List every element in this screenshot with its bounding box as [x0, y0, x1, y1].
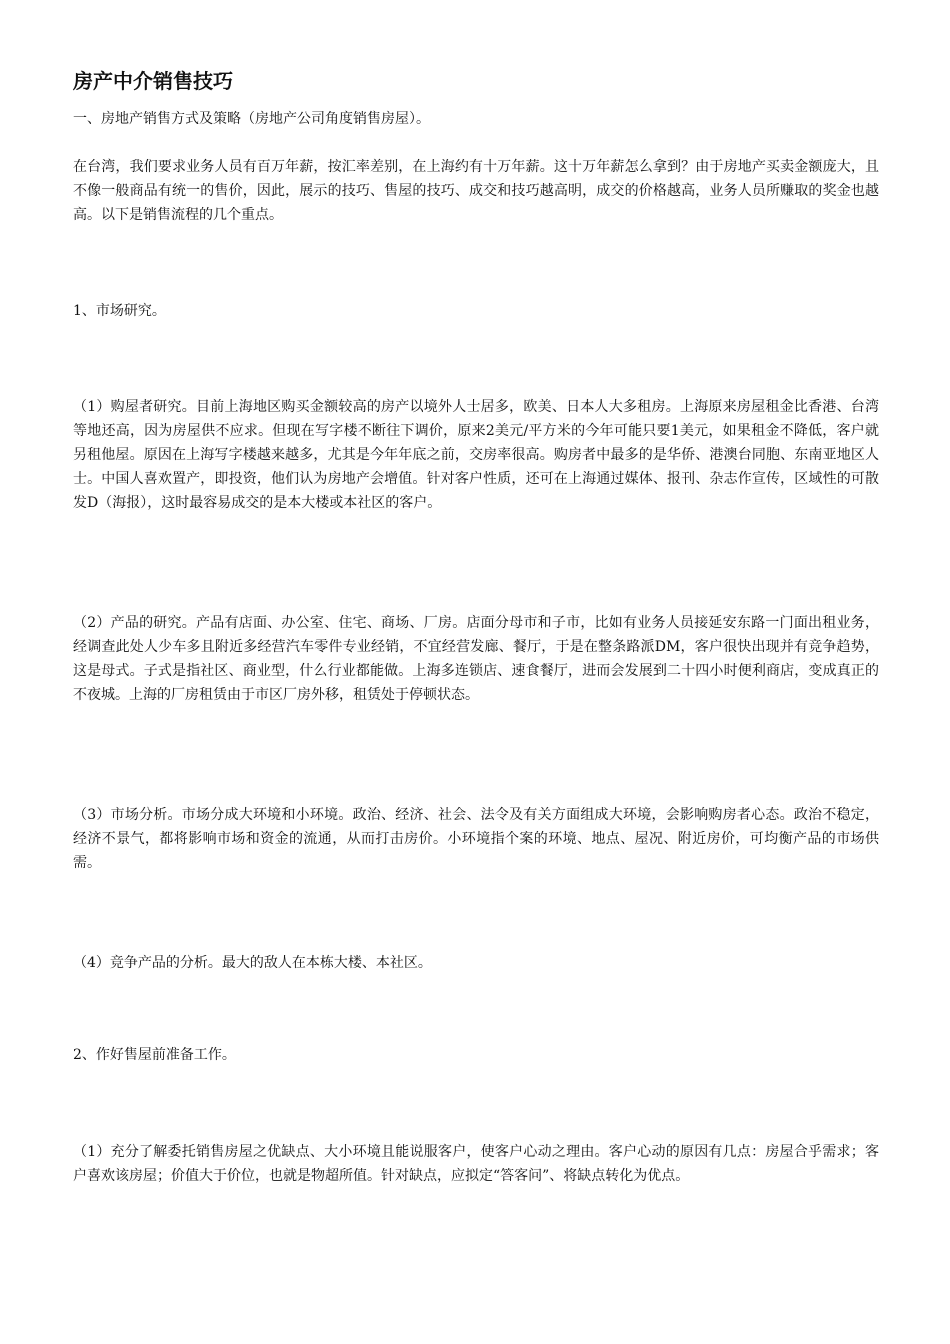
paragraph-market-analysis: （3）市场分析。市场分成大环境和小环境。政治、经济、社会、法令及有关方面组成大环境，会影响购房者心态。政治不稳定，经济不景气，都将影响市场和资金的流通，从而打击房价。小环境指个案的环境、地点、屋况、附近房价，可均衡产品的市场供需。	[73, 807, 879, 871]
paragraph-preparation-details: （1）充分了解委托销售房屋之优缺点、大小环境且能说服客户，使客户心动之理由。客户心动的原因有几点：房屋合乎需求；客户喜欢该房屋；价值大于价位，也就是物超所值。针对缺点，应拟定“答客问”、将缺点转化为优点。	[73, 1144, 879, 1184]
subsection-heading-market-research: 1、市场研究。	[73, 303, 166, 319]
subsection-heading-preparation: 2、作好售屋前准备工作。	[73, 1047, 236, 1063]
paragraph-product-research: （2）产品的研究。产品有店面、办公室、住宅、商场、厂房。店面分母市和子市，比如有业务人员接延安东路一门面出租业务，经调查此处人少车多且附近多经营汽车零件专业经销，不宜经营发廊、餐厅，于是在整条路派DM，客户很快出现并有竞争趋势，这是母式。子式是指社区、商业型，什么行业都能做。上海多连锁店、速食餐厅，进而会发展到二十四小时便利商店，变成真正的不夜城。上海的厂房租赁由于市区厂房外移，租赁处于停顿状态。	[73, 615, 879, 703]
document-title: 房产中介销售技巧	[73, 69, 233, 93]
section-heading-1: 一、房地产销售方式及策略（房地产公司角度销售房屋）。	[73, 111, 430, 127]
intro-paragraph: 在台湾，我们要求业务人员有百万年薪，按汇率差别，在上海约有十万年薪。这十万年薪怎么拿到？由于房地产买卖金额庞大，且不像一般商品有统一的售价，因此，展示的技巧、售屋的技巧、成交和技巧越高明，成交的价格越高，业务人员所赚取的奖金也越高。以下是销售流程的几个重点。	[73, 159, 879, 223]
document-page	[73, 0, 879, 1344]
paragraph-competitor-analysis: （4）竞争产品的分析。最大的敌人在本栋大楼、本社区。	[73, 955, 432, 971]
paragraph-buyer-research: （1）购屋者研究。目前上海地区购买金额较高的房产以境外人士居多，欧美、日本人大多租房。上海原来房屋租金比香港、台湾等地还高，因为房屋供不应求。但现在写字楼不断往下调价，原来2美元/平方米的今年可能只要1美元，如果租金不降低，客户就另租他屋。原因在上海写字楼越来越多，尤其是今年年底之前，交房率很高。购房者中最多的是华侨、港澳台同胞、东南亚地区人士。中国人喜欢置产，即投资，他们认为房地产会增值。针对客户性质，还可在上海通过媒体、报刊、杂志作宣传，区域性的可散发D（海报），这时最容易成交的是本大楼或本社区的客户。	[73, 399, 879, 511]
